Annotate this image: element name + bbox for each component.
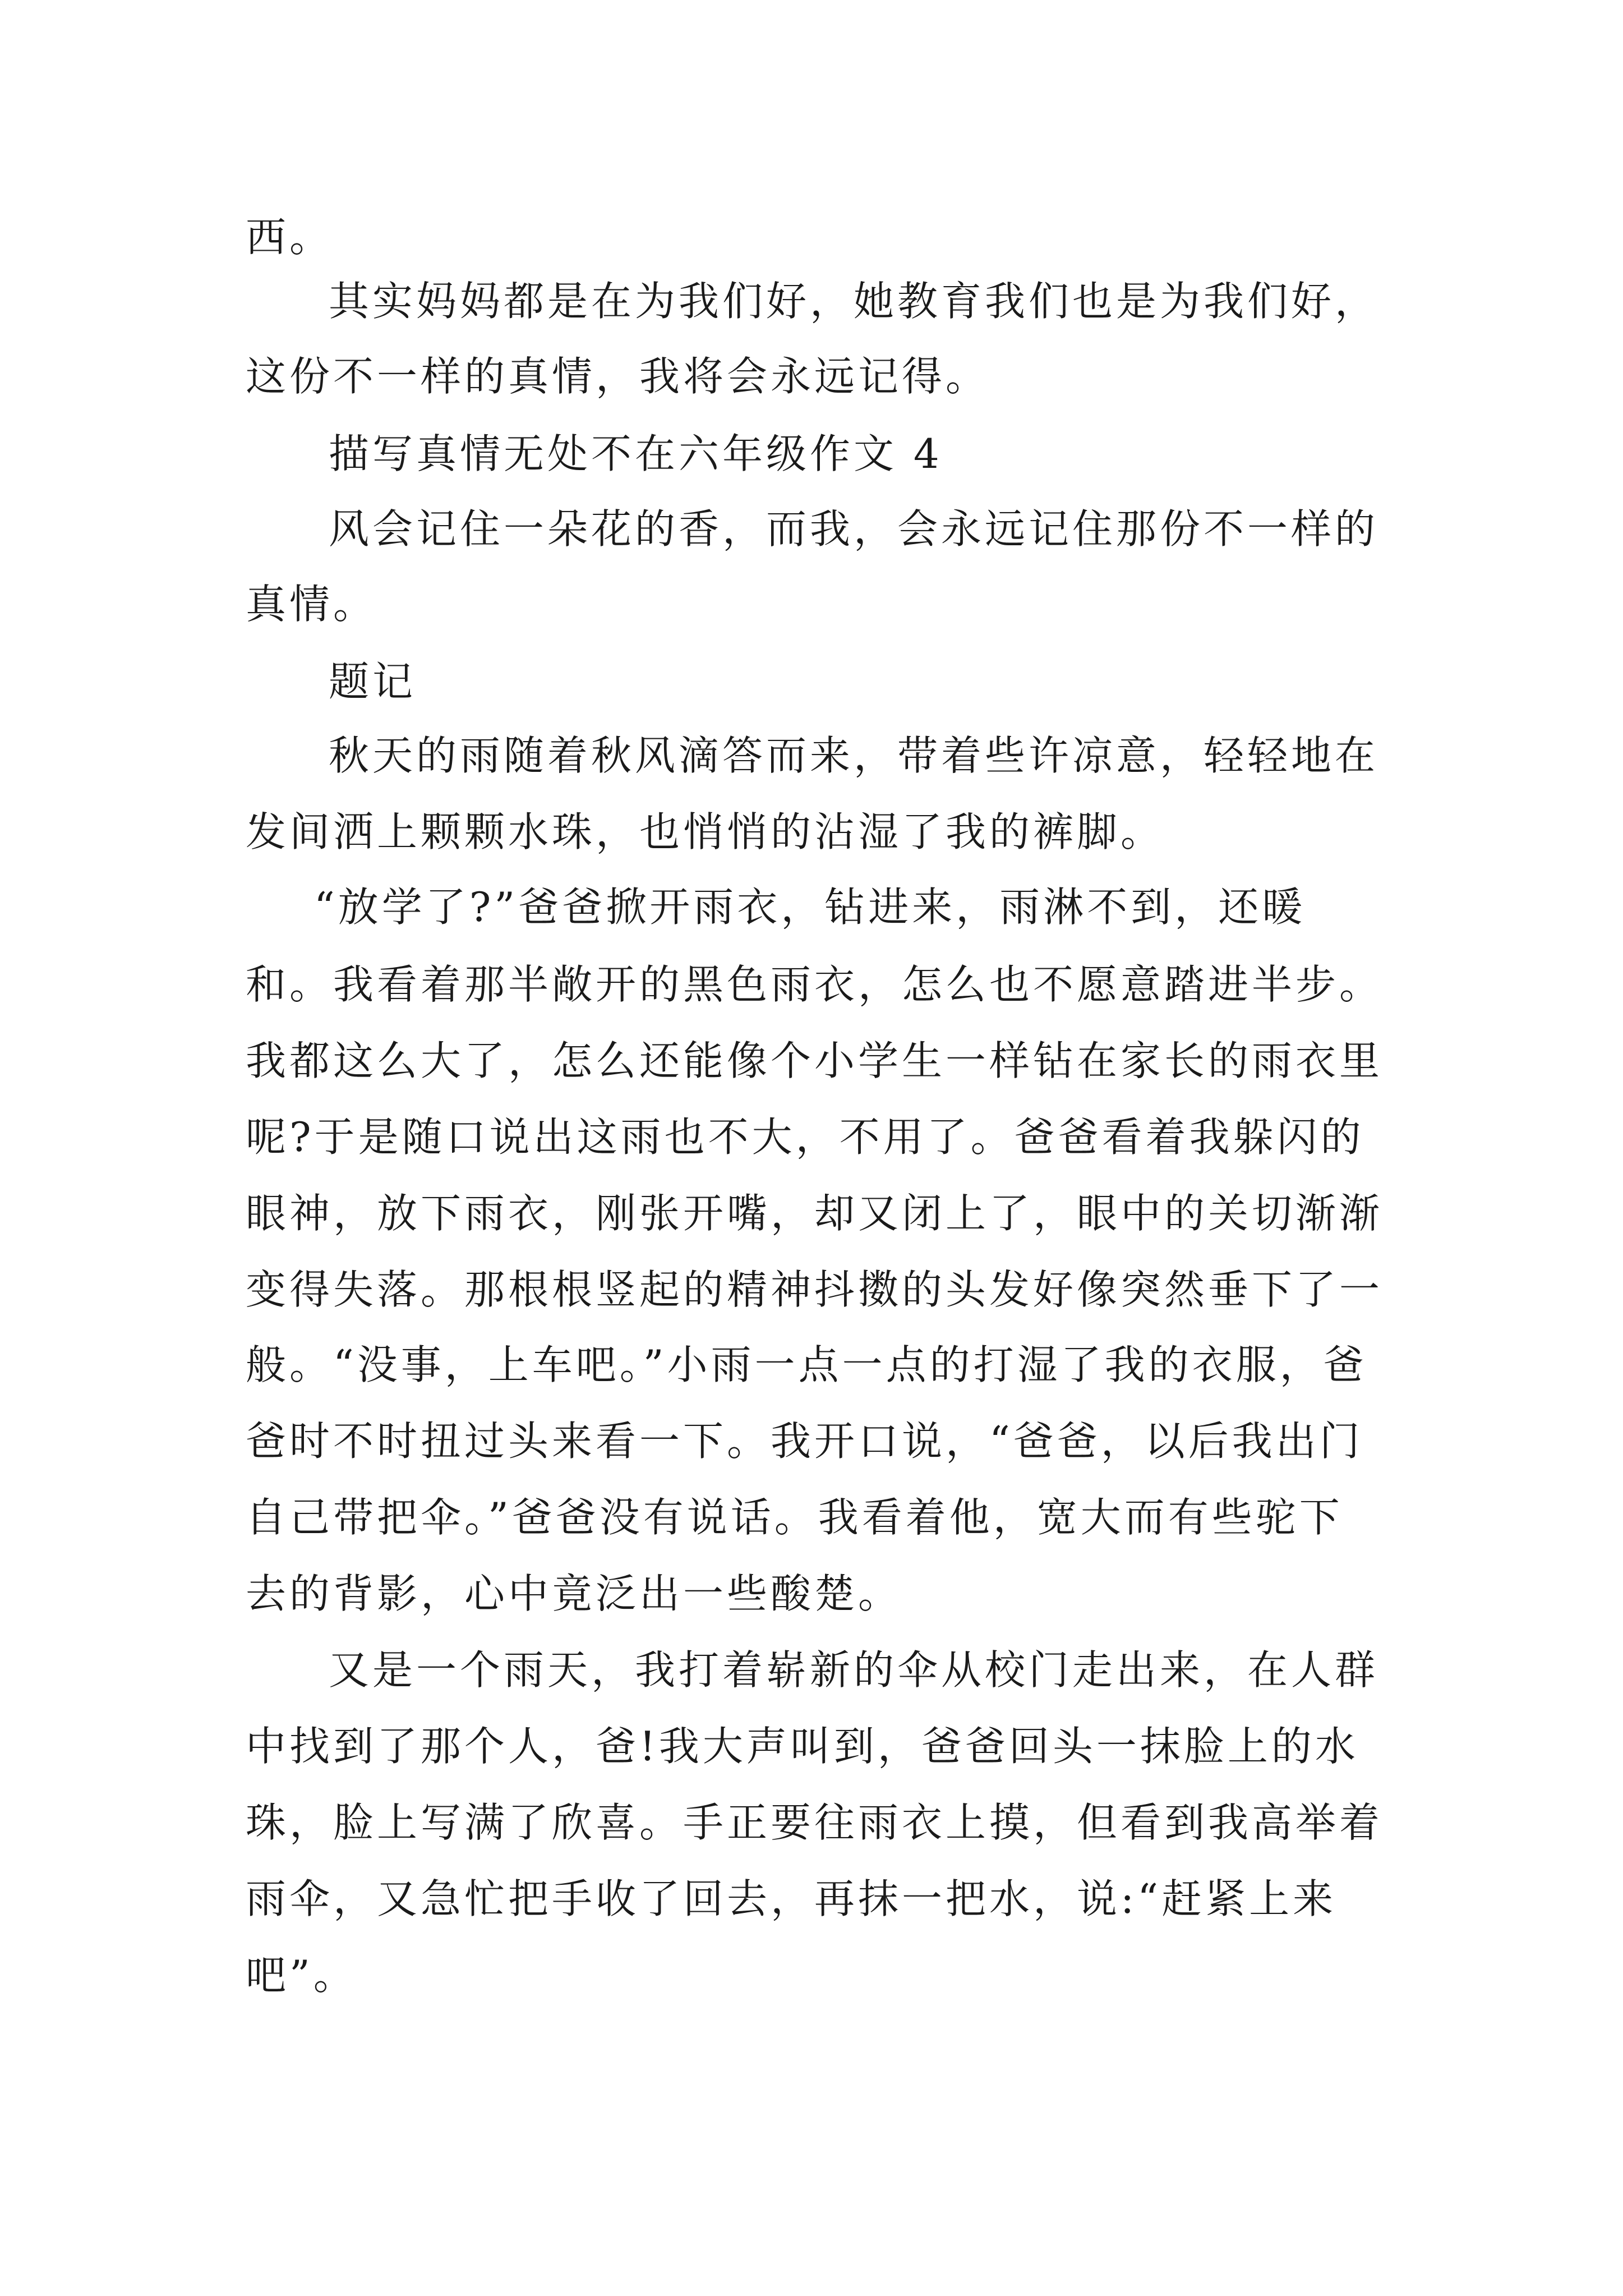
- paragraph-text: “放学了?”爸爸掀开雨衣，钻进来，雨淋不到，还暖: [314, 884, 1306, 931]
- text-line: 呢?于是随口说出这雨也不大，不用了。爸爸看着我躲闪的: [246, 1114, 1364, 1161]
- text-line: 变得失落。那根根竖起的精神抖擞的头发好像突然垂下了一: [246, 1266, 1384, 1313]
- text-line: 这份不一样的真情，我将会永远记得。: [246, 353, 990, 400]
- text-line: 西。: [246, 214, 334, 261]
- text-line: 珠，脸上写满了欣喜。手正要往雨衣上摸，但看到我高举着: [246, 1799, 1384, 1846]
- text-line: 爸时不时扭过头来看一下。我开口说，“爸爸，以后我出门: [246, 1418, 1363, 1465]
- text-line: 般。“没事，上车吧。”小雨一点一点的打湿了我的衣服，爸: [246, 1341, 1367, 1388]
- text-line: 去的背影，心中竟泛出一些酸楚。: [246, 1570, 902, 1617]
- text-line: 雨伞，又急忙把手收了回去，再抹一把水，说:“赶紧上来: [246, 1875, 1337, 1922]
- text-line: 发间洒上颗颗水珠，也悄悄的沾湿了我的裤脚。: [246, 808, 1165, 855]
- text-line: 中找到了那个人，爸!我大声叫到，爸爸回头一抹脸上的水: [246, 1723, 1359, 1770]
- paragraph-text: 秋天的雨随着秋风滴答而来，带着些许凉意，轻轻地在: [329, 732, 1379, 779]
- text-line: 和。我看着那半敞开的黑色雨衣，怎么也不愿意踏进半步。: [246, 961, 1384, 1008]
- text-line: 眼神，放下雨衣，刚张开嘴，却又闭上了，眼中的关切渐渐: [246, 1190, 1384, 1237]
- section-heading: 描写真情无处不在六年级作文 4: [329, 430, 943, 477]
- text-line: 真情。: [246, 581, 377, 628]
- text-line: 吧”。: [246, 1952, 357, 1999]
- epigraph-label: 题记: [329, 658, 417, 705]
- paragraph-text: 风会记住一朵花的香，而我，会永远记住那份不一样的: [329, 505, 1379, 553]
- text-line: 我都这么大了，怎么还能像个小学生一样钻在家长的雨衣里: [246, 1037, 1384, 1084]
- paragraph-text: 又是一个雨天，我打着崭新的伞从校门走出来，在人群: [329, 1646, 1379, 1694]
- text-line: 自己带把伞。”爸爸没有说话。我看着他，宽大而有些驼下: [246, 1494, 1343, 1541]
- paragraph-text: 其实妈妈都是在为我们好，她教育我们也是为我们好，: [329, 278, 1379, 325]
